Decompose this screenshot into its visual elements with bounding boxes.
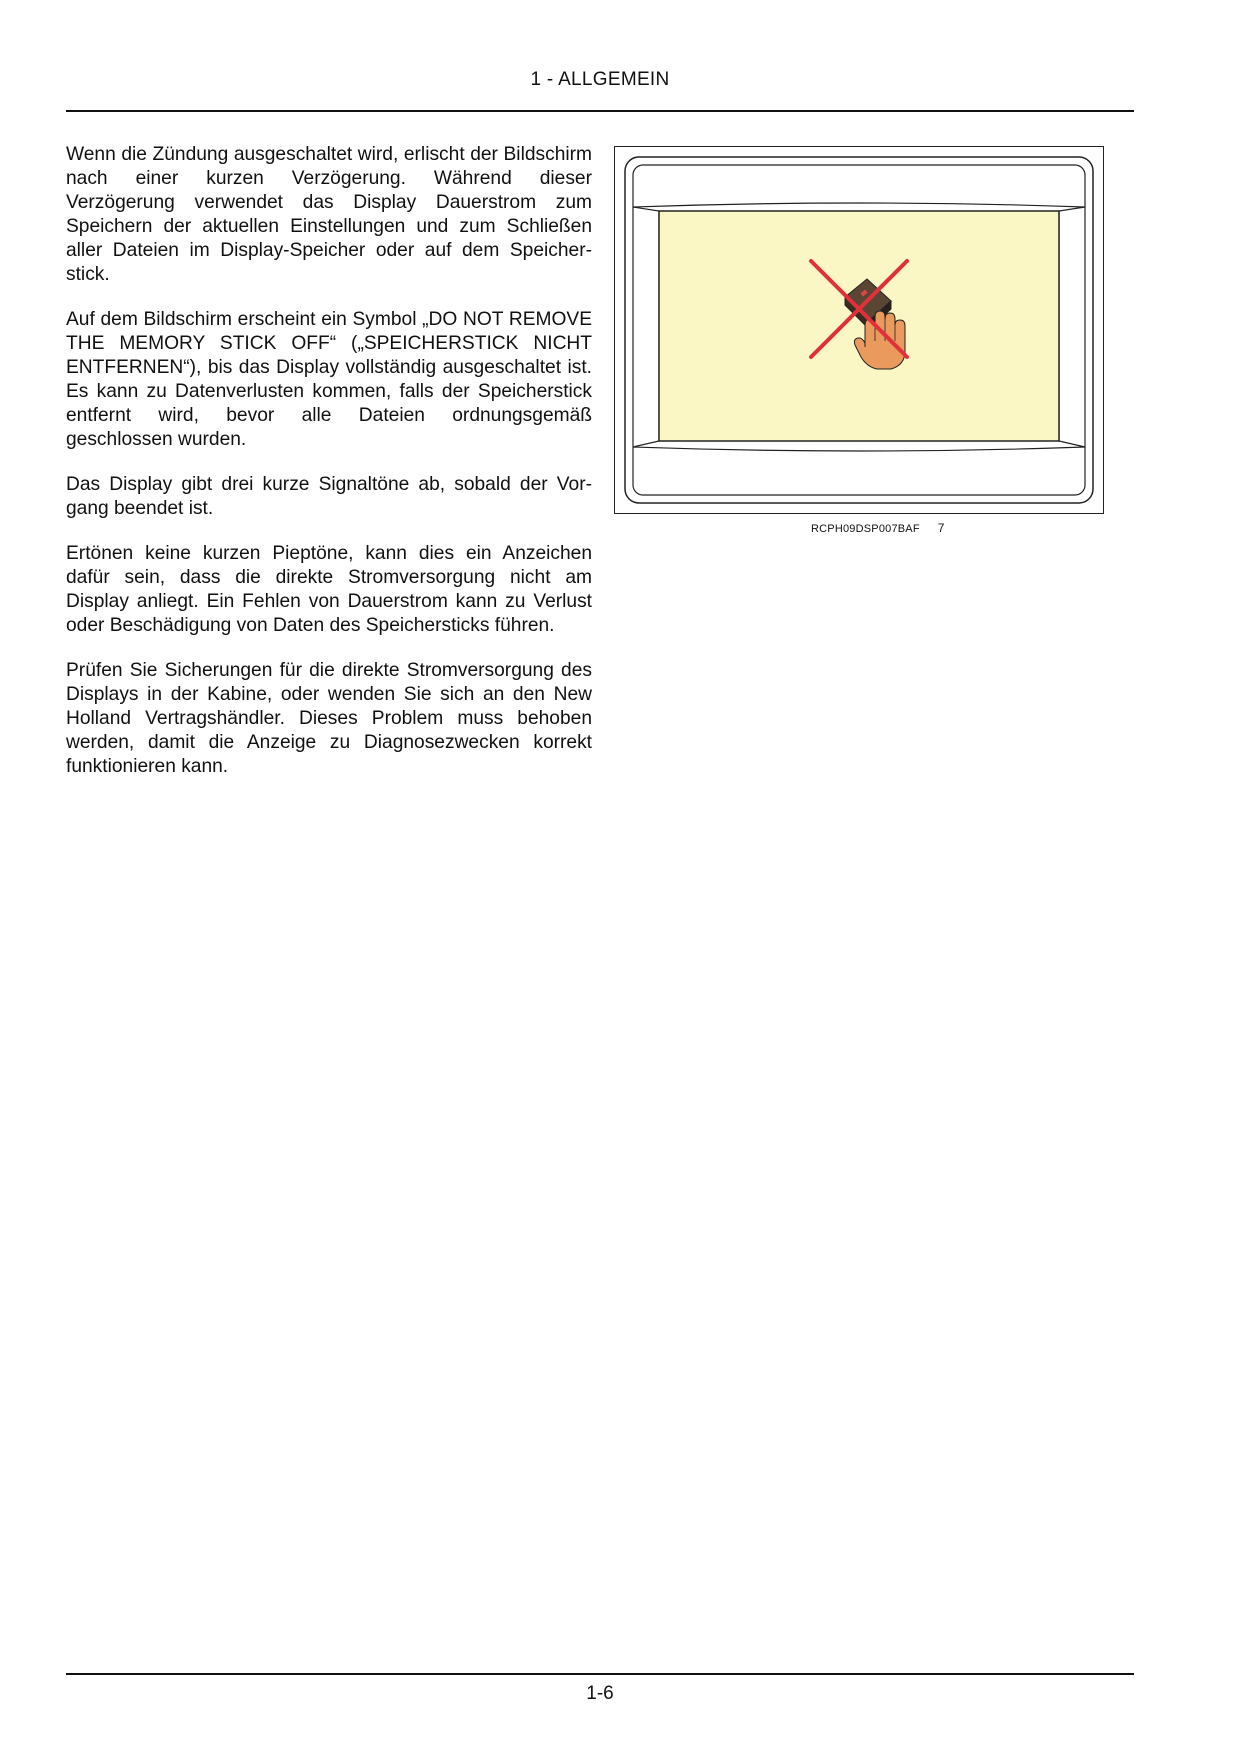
figure-code: RCPH09DSP007BAF [811,523,920,535]
display-illustration [614,146,1104,514]
figure-caption [811,521,945,535]
footer-rule [66,1673,1134,1675]
section-title: 1 - ALLGEMEIN [530,69,670,90]
figure-number: 7 [937,521,945,535]
paragraph: Wenn die Zündung ausgeschaltet wird, erlischt der Bildschirm nach einer kurzen Verzögerung. Während dieser Verzögerung verwendet das Display Dauerstrom zum Speichern der aktuellen Einstellungen und zum Schließen aller Dateien im Display-Speicher oder auf dem Speicherstick. [66,144,592,285]
paragraph: Das Display gibt drei kurze Signaltöne ab, sobald der Vorgang beendet ist. [66,474,592,519]
body-text [66,143,592,800]
display-drawing [615,147,1105,515]
paragraph: Prüfen Sie Sicherungen für die direkte Stromversorgung des Displays in der Kabine, oder wenden Sie sich an den New Holland Vertragshändler. Dieses Problem muss behoben werden, damit die Anzeige zu Diagnosezwecken korrekt funktionieren kann. [66,660,592,777]
page-number: 1-6 [586,1683,614,1704]
header-rule [66,110,1134,112]
display-screen [659,211,1059,441]
paragraph: Auf dem Bildschirm erscheint ein Symbol „DO NOT REMOVE THE MEMORY STICK OFF“ („SPEICHERSTICK NICHT ENTFERNEN“), bis das Display vollständig ausgeschaltet ist. Es kann zu Datenverlusten kommen, falls der Speicherstick entfernt wird, bevor alle Dateien ordnungsgemäß geschlossen wurden. [66,309,592,450]
paragraph: Ertönen keine kurzen Pieptöne, kann dies ein Anzeichen dafür sein, dass die direkte Stromversorgung nicht am Display anliegt. Ein Fehlen von Dauerstrom kann zu Verlust oder Beschädigung von Daten des Speichersticks führen. [66,543,592,636]
